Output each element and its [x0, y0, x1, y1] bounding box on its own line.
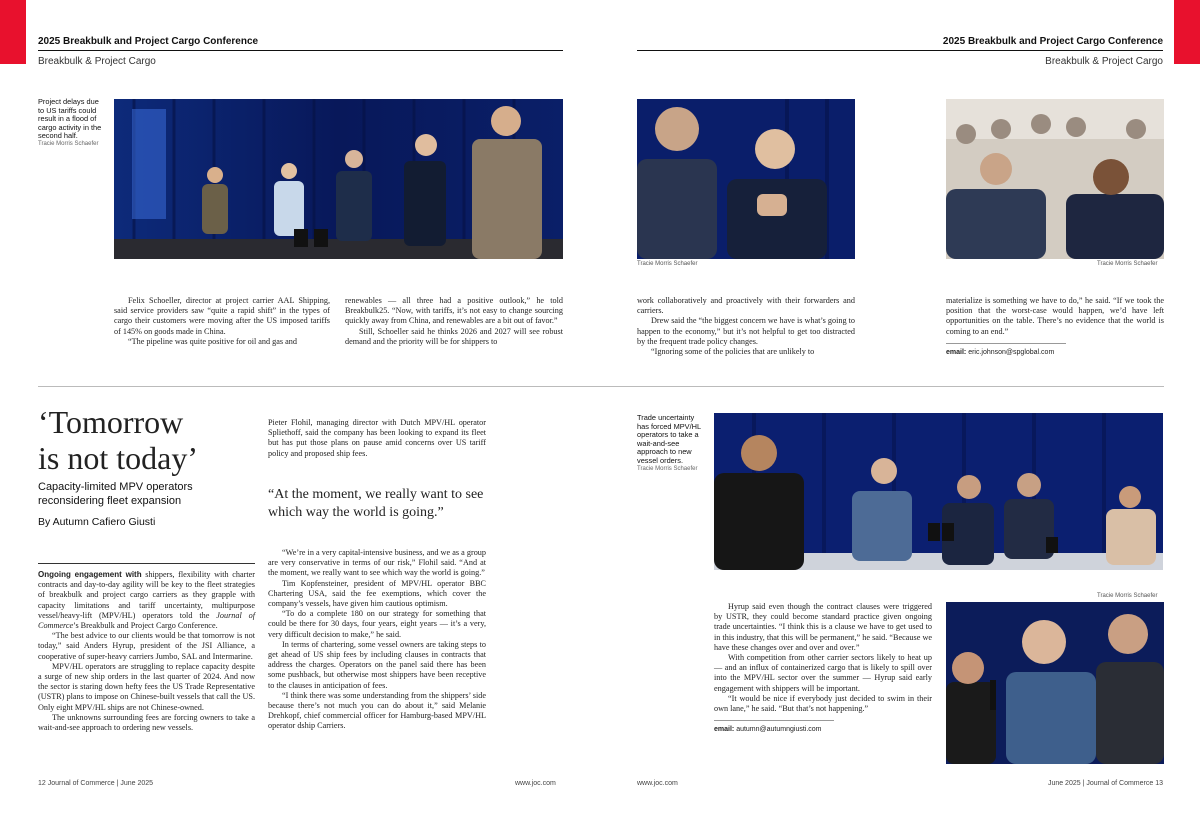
top-right-column-1	[637, 296, 855, 357]
paragraph: Tim Kopfensteiner, president of MPV/HL operator BBC Chartering USA, said the fee exemptions, which cover the company’s vessels, have given him cautious optimism.	[268, 578, 486, 609]
photo-speakers-closeup	[946, 602, 1164, 764]
email-label: email:	[946, 348, 967, 356]
paragraph: Still, Schoeller said he thinks 2026 and 2027 will see robust demand and the priority will be for shippers to	[345, 326, 563, 346]
article-byline: By Autumn Cafiero Giusti	[38, 516, 156, 528]
paragraph: In terms of chartering, some vessel owners are taking steps to get ahead of US ship fees by including clauses in contracts that address the charges. Operators on the panel said there has been some pushback, but otherwise most shippers have been receptive to the clauses in anticipation of fees.	[268, 639, 486, 690]
paragraph: renewables — all three had a positive outlook,” he told Breakbulk25. “Now, with tariffs, it’s not easy to change sourcing quickly away from China, and renewables are a bit out of favor.”	[345, 296, 563, 326]
paragraph: Felix Schoeller, director at project carrier AAL Shipping, said service providers saw “quite a rapid shift” in the types of cargo their customers were moving after the US imposed tariffs of 145% on goods made in China.	[114, 296, 330, 336]
caption-text: Trade uncertainty has forced MPV/HL operators to take a wait-and-see approach to new vessel orders.	[637, 413, 701, 465]
article-column-3	[714, 602, 932, 735]
paragraph: materialize is something we have to do,” he said. “If we took the position that the worst-case would happen, we’d have left opportunities on the table. There’s no evidence that the world is coming to an end.”	[946, 296, 1164, 336]
author-email	[714, 725, 932, 735]
paragraph: work collaboratively and proactively with their forwarders and carriers.	[637, 296, 855, 316]
right-header-title: 2025 Breakbulk and Project Cargo Conference	[942, 36, 1163, 47]
headline-line-1: ‘Tomorrow	[38, 404, 184, 440]
headline-line-2: is not today’	[38, 440, 198, 476]
paragraph: MPV/HL operators are struggling to replace capacity despite a surge of new ship orders in the last quarter of 2024. And now the sector is staring down hefty fees the US Trade Representative (USTR) plans to impose on Chinese-built vessels that call the US. Only eight MPV/HL ships are not Chinese-owned.	[38, 661, 255, 712]
right-header-rule	[637, 50, 1163, 51]
photo-credit: Tracie Morris Schaefer	[1097, 261, 1158, 267]
paragraph: “To do a complete 180 on our strategy for something that could be there for 30 days, four years, eight years — it’s a very, very difficult decision to make,” he said.	[268, 609, 486, 639]
section-divider	[38, 386, 1164, 387]
pull-quote: “At the moment, we really want to see which way the world is going.”	[268, 487, 484, 520]
publication-name: Journal of Commerce	[38, 610, 255, 631]
email-rule	[714, 720, 834, 721]
top-left-column-1	[114, 296, 330, 347]
left-section-label: Breakbulk & Project Cargo	[38, 56, 156, 67]
article-column-2	[268, 548, 486, 732]
paragraph: Hyrup said even though the contract clauses were triggered by USTR, they could become standard practice given ongoing trade uncertainties. “I think this is a clause we have to get used to in this industry, that this will be permanent,” he said. “Because we have these changes over and over and over.”	[714, 602, 932, 652]
speakers-closeup-image	[946, 602, 1164, 764]
right-url[interactable]: www.joc.com	[637, 780, 678, 787]
panel-photo-wide	[114, 99, 563, 259]
paragraph: “The pipeline was quite positive for oil and gas and	[128, 336, 297, 346]
paragraph: “Ignoring some of the policies that are unlikely to	[651, 347, 815, 357]
top-left-column-2	[345, 296, 563, 347]
panel-photo-mic	[714, 413, 1163, 570]
photo-credit: Tracie Morris Schaefer	[1097, 593, 1158, 599]
left-header-title: 2025 Breakbulk and Project Cargo Conference	[38, 36, 259, 47]
two-panelists-image	[637, 99, 855, 259]
left-folio: 12 Journal of Commerce | June 2025	[38, 780, 154, 787]
lead-paragraph	[38, 570, 255, 631]
top-right-column-2	[946, 296, 1164, 358]
paragraph: Drew said the “the biggest concern we have is what’s going to happen to the economy,” but it’s not helpful to get too distracted by the frequent trade policy changes.	[637, 316, 855, 346]
paragraph: The unknowns surrounding fees are forcing owners to take a wait-and-see approach to ordering new vessels.	[38, 712, 255, 733]
panel-stage-image	[114, 99, 563, 259]
author-email	[946, 348, 1164, 358]
caption-credit: Tracie Morris Schaefer	[637, 465, 698, 472]
email-address[interactable]: eric.johnson@spglobal.com	[968, 348, 1055, 356]
audience-image	[946, 99, 1164, 259]
right-red-tab	[1174, 0, 1200, 64]
email-address[interactable]: autumn@autumngiusti.com	[736, 726, 822, 734]
paragraph: “We’re in a very capital-intensive business, and we as a group are very conservative in terms of our risk,” Flohil said. “And at the moment, we really want to see which way the world is going.”	[268, 548, 486, 578]
article-column-2-top	[268, 418, 486, 459]
right-section-label: Breakbulk & Project Cargo	[1045, 56, 1163, 67]
article-deck: Capacity-limited MPV operators reconsidering fleet expansion	[38, 481, 193, 507]
photo-credit: Tracie Morris Schaefer	[637, 261, 698, 267]
left-header-rule	[38, 50, 563, 51]
photo-two-panelists	[637, 99, 855, 259]
article-column-1	[38, 570, 255, 733]
caption-text: Project delays due to US tariffs could result in a flood of cargo activity in the second half.	[38, 97, 102, 141]
photo-audience	[946, 99, 1164, 259]
caption-credit: Tracie Morris Schaefer	[38, 140, 99, 147]
article-headline	[38, 404, 198, 476]
lead-tail: ’s Breakbulk and Project Cargo Conference.	[73, 621, 218, 631]
paragraph: With competition from other carrier sectors likely to heat up — and an influx of containerized cargo that is likely to spill over into the MPV/HL sector over the summer — Hyrup said early engagement with shippers will be important.	[714, 653, 932, 693]
left-red-tab	[0, 0, 26, 64]
left-url[interactable]: www.joc.com	[515, 780, 556, 787]
paragraph: “I think there was some understanding from the shippers’ side because there’s not much you can do about it,” said Melanie Drehkopf, chief commercial officer for Hamburg-based MPV/HL operator dship Carriers.	[268, 690, 486, 731]
right-folio: June 2025 | Journal of Commerce 13	[1047, 780, 1163, 787]
email-label: email:	[714, 726, 735, 734]
lead-in: Ongoing engagement with	[38, 570, 142, 579]
paragraph: “The best advice to our clients would be that tomorrow is not today,” said Anders Hyrup, president of the JSI Alliance, a cooperative of super-heavy carriers Jumbo, SAL and Intermarine.	[38, 631, 255, 661]
panel-mic-image	[714, 413, 1163, 570]
lead-text: shippers, flexibility with charter contracts and day-to-day agility will be key to the fleet strategies of breakbulk and project cargo carriers as they grapple with capacity limitations and tariff uncertainty, multipurpose vessel/heavy-lift (MPV/HL) operators told the	[38, 570, 255, 620]
photo-caption-panel-mic	[637, 414, 705, 473]
email-rule	[946, 343, 1066, 344]
byline-rule	[38, 563, 255, 564]
photo-caption-panel-wide	[38, 98, 102, 148]
paragraph: “It would be nice if everybody just decided to swim in their own lane,” he said. “But that’s not happening.”	[714, 693, 932, 714]
paragraph: Pieter Flohil, managing director with Dutch MPV/HL operator Spliethoff, said the company has been looking to expand its fleet but has put those plans on pause amid concerns over US tariff policy and proposed ship fees.	[268, 418, 486, 458]
